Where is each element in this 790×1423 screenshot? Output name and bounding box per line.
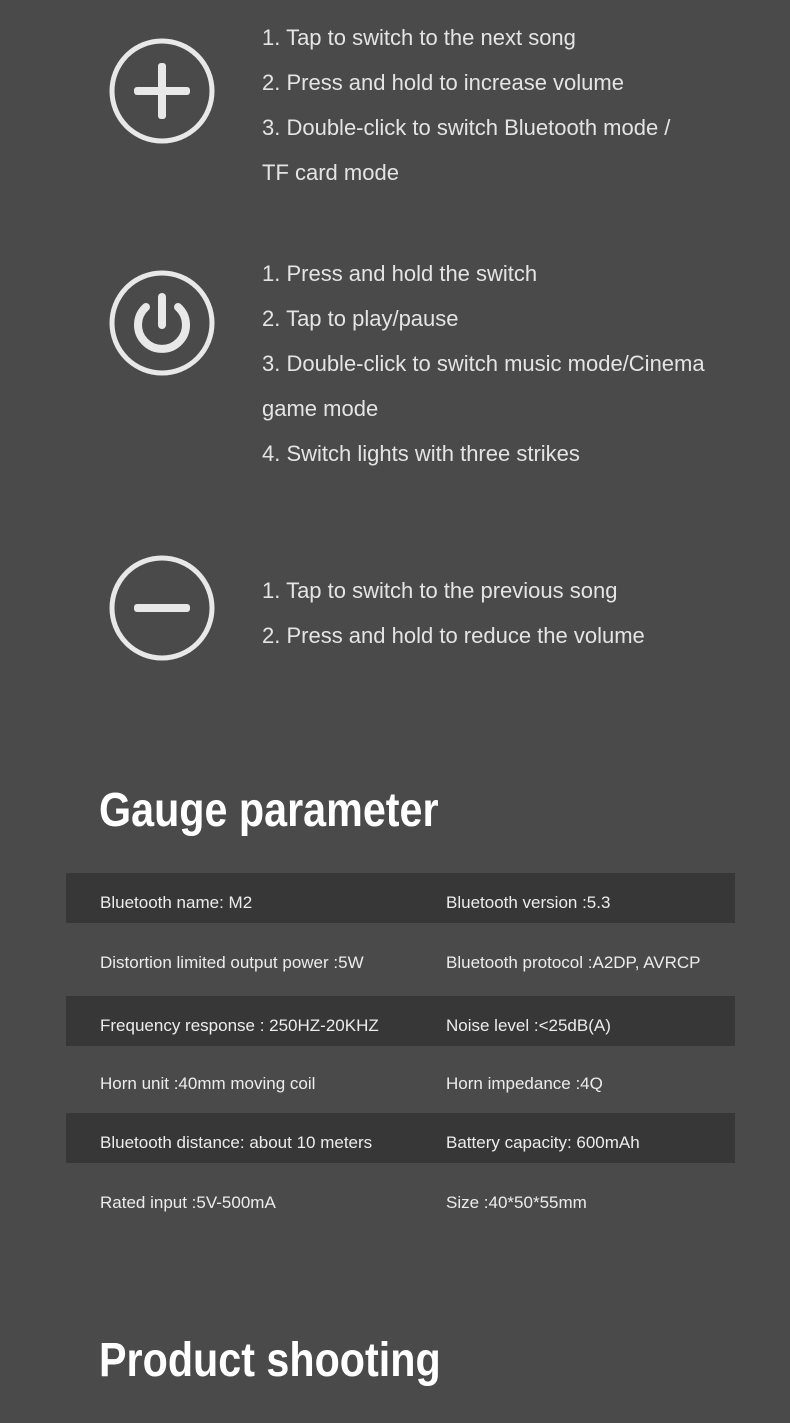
param-left: Frequency response : 250HZ-20KHZ [100,1016,379,1035]
param-left: Bluetooth name: M2 [100,893,253,912]
instruction-line: 1. Tap to switch to the next song [262,25,576,50]
minus-instructions [262,568,762,658]
instruction-line: 3. Double-click to switch Bluetooth mode / [262,115,671,140]
gauge-parameter-title: Gauge parameter [99,784,439,837]
param-left: Bluetooth distance: about 10 meters [100,1133,373,1152]
instruction-line: 4. Switch lights with three strikes [262,441,580,466]
instruction-line: 2. Tap to play/pause [262,306,459,331]
plus-circle-icon [108,37,216,145]
param-left: Distortion limited output power :5W [100,953,364,972]
instruction-line: 3. Double-click to switch music mode/Cinema [262,351,705,376]
param-right: Battery capacity: 600mAh [446,1133,640,1152]
table-row [66,996,735,1046]
instruction-line: 2. Press and hold to reduce the volume [262,623,645,648]
minus-circle-icon [108,554,216,662]
param-right: Bluetooth protocol :A2DP, AVRCP [446,953,701,972]
table-row [66,1113,735,1163]
table-row [66,923,735,996]
table-row [66,873,735,923]
parameters-table [66,873,735,1233]
instruction-line: TF card mode [262,160,399,185]
param-right: Size :40*50*55mm [446,1193,587,1212]
param-left: Horn unit :40mm moving coil [100,1074,316,1093]
table-row [66,1046,735,1113]
param-right: Horn impedance :4Q [446,1074,603,1093]
instruction-line: game mode [262,396,379,421]
param-right: Bluetooth version :5.3 [446,893,611,912]
param-right: Noise level :<25dB(A) [446,1016,611,1035]
plus-instructions [262,15,762,195]
instruction-line: 2. Press and hold to increase volume [262,70,624,95]
power-circle-icon [108,269,216,377]
instruction-line: 1. Press and hold the switch [262,261,538,286]
power-instructions [262,251,762,476]
instruction-line: 1. Tap to switch to the previous song [262,578,618,603]
product-shooting-title: Product shooting [99,1334,441,1387]
table-row [66,1163,735,1233]
param-left: Rated input :5V-500mA [100,1193,276,1212]
